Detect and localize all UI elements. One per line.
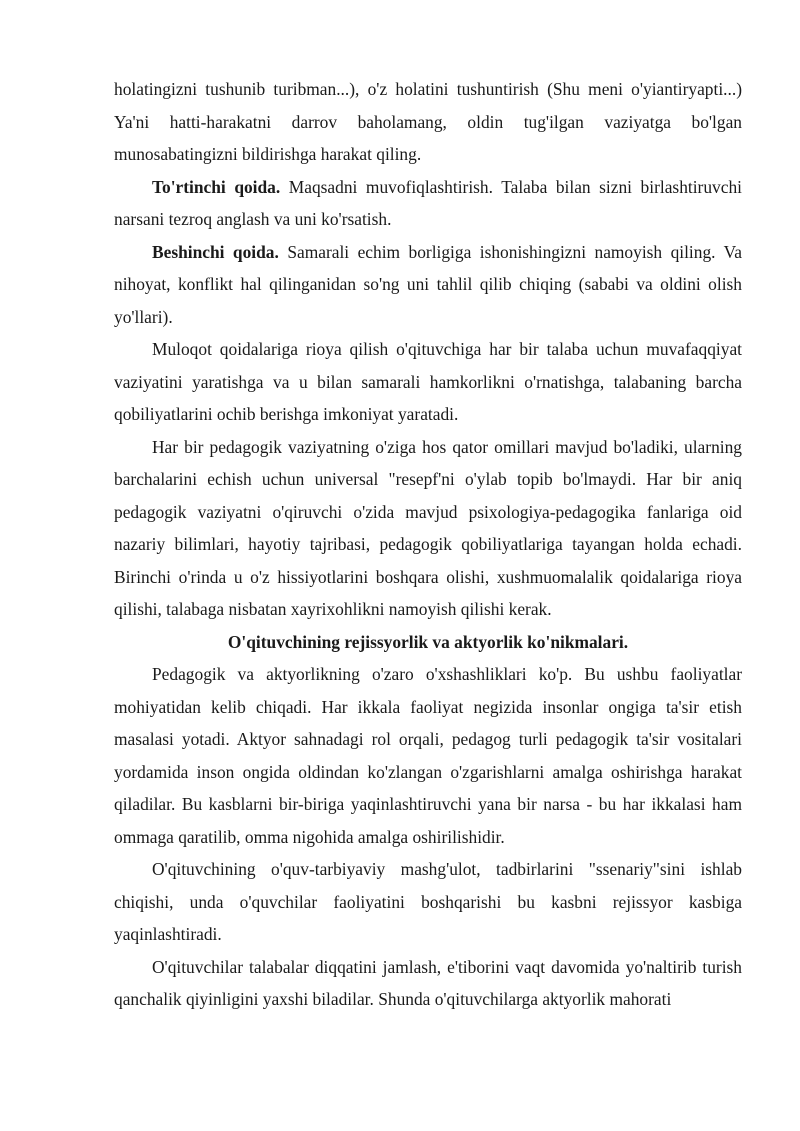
- paragraph-director-role: O'qituvchining o'quv-tarbiyaviy mashg'ulot, tadbirlarini "ssenariy"sini ishlab chiqishi, unda o'quvchilar faoliyatini boshqarishi bu kasbni rejissyor kasbiga yaqinlashtiradi.: [114, 859, 742, 944]
- paragraph-attention: O'qituvchilar talabalar diqqatini jamlash, e'tiborini vaqt davomida yo'naltirib turish qanchalik qiyinligini yaxshi biladilar. Shunda o'qituvchilarga aktyorlik mahorati: [114, 956, 742, 1009]
- paragraph-rule-five: [114, 236, 742, 334]
- paragraph-communication-rules: Muloqot qoidalariga rioya qilish o'qituvchiga har bir talaba uchun muvafaqqiyat vaziyatini yaratishga va u bilan samarali hamkorlikni o'rnatishga, talabaning barcha qobiliyatlarini ochib berishga imkoniyat yaratadi.: [114, 339, 742, 424]
- paragraph-continuation: holatingizni tushunib turibman...), o'z holatini tushuntirish (Shu meni o'yiantiryapti...) Ya'ni hatti-harakatni darrov baholamang, oldin tug'ilgan vaziyatga bo'lgan munosabatingizni bildirishga harakat qiling.: [114, 79, 742, 164]
- rule-four-text: Maqsadni muvofiqlashtirish. Talaba bilan sizni birlashtiruvchi narsani tezroq anglash va uni ko'rsatish.: [114, 176, 742, 229]
- paragraph-acting-similarity: Pedagogik va aktyorlikning o'zaro o'xshashliklari ko'p. Bu ushbu faoliyatlar mohiyatidan kelib chiqadi. Har ikkala faoliyat negizida insonlar ongiga ta'sir etish masalasi yotadi. Aktyor sahnadagi rol orqali, pedagog turli pedagogik ta'sir vositalari yordamida inson ongida oldindan ko'zlangan o'zgarishlarni amalga oshirishga harakat qiladilar. Bu kasblarni bir-biriga yaqinlashtiruvchi yana bir narsa - bu har ikkalasi ham ommaga qaratilib, omma nigohida amalga oshirilishidir.: [114, 664, 742, 847]
- paragraph-pedagogical-situation: Har bir pedagogik vaziyatning o'ziga hos qator omillari mavjud bo'ladiki, ularning barchalarini echish uchun universal "resepf'ni o'ylab topib bo'lmaydi. Har bir aniq pedagogik vaziyatni o'qiruvchi o'zida mavjud psixologiya-pedagogika fanlariga oid nazariy bilimlari, hayotiy tajribasi, pedagogik qobiliyatlariga tayangan holda echadi. Birinchi o'rinda u o'z hissiyotlarini boshqara olishi, xushmuomalalik qoidalariga rioya qilishi, talabaga nisbatan xayrixohlikni namoyish qilishi kerak.: [114, 436, 742, 619]
- document-page: [114, 73, 742, 1016]
- rule-four-label: To'rtinchi qoida.: [152, 176, 281, 197]
- rule-five-text: Samarali echim borligiga ishonishingizni namoyish qiling. Va nihoyat, konflikt hal qilinganidan so'ng uni tahlil qilib chiqing (sababi va oldini olish yo'llari).: [114, 241, 742, 327]
- section-heading: O'qituvchining rejissyorlik va aktyorlik ko'nikmalari.: [227, 631, 629, 652]
- rule-five-label: Beshinchi qoida.: [152, 241, 279, 262]
- paragraph-rule-four: [114, 171, 742, 236]
